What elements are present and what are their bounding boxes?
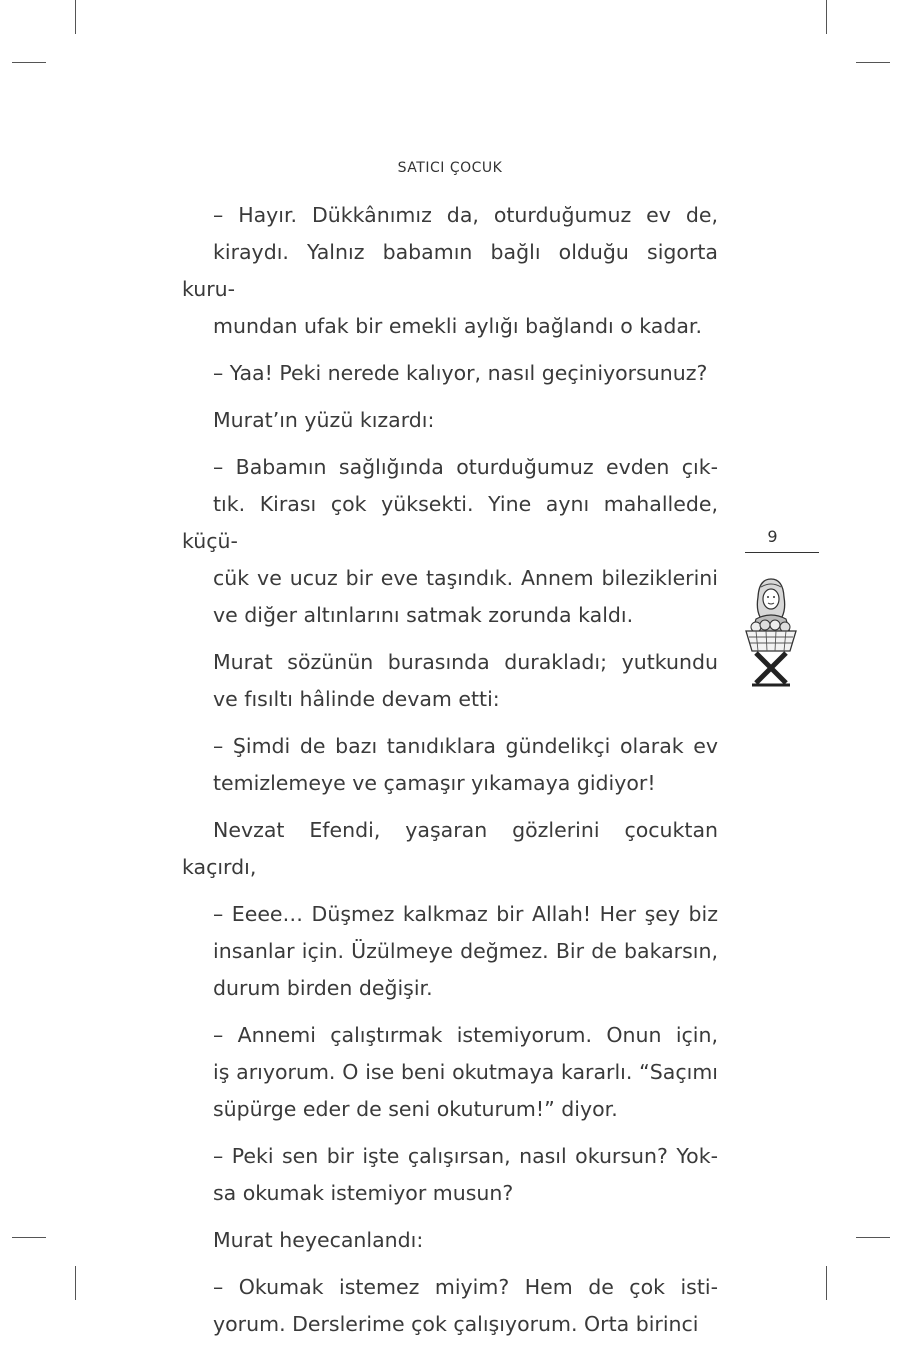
text-line: Murat sözünün burasında durakladı; yutkundu <box>213 650 718 674</box>
paragraph <box>182 1222 718 1259</box>
text-line: cük ve ucuz bir eve taşındık. Annem bileziklerini <box>213 566 718 590</box>
crop-mark-top-right-horizontal <box>856 62 890 63</box>
text-line: tık. Kirası çok yüksekti. Yine aynı mahallede, küçü- <box>182 492 718 553</box>
text-line: temizlemeye ve çamaşır yıkamaya gidiyor! <box>213 771 656 795</box>
text-line: Murat’ın yüzü kızardı: <box>213 408 435 432</box>
paragraph <box>182 896 718 1007</box>
text-line: – Annemi çalıştırmak istemiyorum. Onun için, <box>213 1023 718 1047</box>
crop-mark-bottom-left-vertical <box>75 1266 76 1300</box>
paragraph <box>182 1138 718 1212</box>
text-line: – Şimdi de bazı tanıdıklara gündelikçi olarak ev <box>213 734 718 758</box>
text-line: Nevzat Efendi, yaşaran gözlerini çocuktan kaçırdı, <box>182 818 718 879</box>
paragraph <box>182 449 718 634</box>
page-number: 9 <box>767 527 778 546</box>
text-line: Murat heyecanlandı: <box>213 1228 424 1252</box>
crop-mark-top-right-vertical <box>826 0 827 34</box>
text-line: iş arıyorum. O ise beni okutmaya kararlı. “Saçımı <box>213 1060 718 1084</box>
paragraph <box>182 1269 718 1343</box>
text-line: – Hayır. Dükkânımız da, oturduğumuz ev de, <box>213 203 718 227</box>
text-line: ve diğer altınlarını satmak zorunda kaldı. <box>213 603 634 627</box>
text-line: kiraydı. Yalnız babamın bağlı olduğu sigorta kuru- <box>182 240 718 301</box>
paragraph <box>182 355 718 392</box>
paragraph <box>182 1017 718 1128</box>
text-line: sa okumak istemiyor musun? <box>213 1181 514 1205</box>
text-line: – Peki sen bir işte çalışırsan, nasıl okursun? Yok- <box>213 1144 718 1168</box>
text-line: mundan ufak bir emekli aylığı bağlandı o kadar. <box>213 314 702 338</box>
text-line: – Yaa! Peki nerede kalıyor, nasıl geçiniyorsunuz? <box>213 361 708 385</box>
body-text <box>182 197 718 1353</box>
paragraph <box>182 402 718 439</box>
text-line: insanlar için. Üzülmeye değmez. Bir de bakarsın, <box>213 939 718 963</box>
running-head: SATICI ÇOCUK <box>397 160 503 176</box>
paragraph <box>182 728 718 802</box>
text-line: yorum. Derslerime çok çalışıyorum. Orta birinci <box>213 1312 699 1336</box>
paragraph <box>182 197 718 345</box>
page-number-rule <box>745 552 819 553</box>
text-line: süpürge eder de seni okuturum!” diyor. <box>213 1097 618 1121</box>
text-line: durum birden değişir. <box>213 976 433 1000</box>
text-line: – Okumak istemez miyim? Hem de çok isti- <box>213 1275 718 1299</box>
text-line: – Babamın sağlığında oturduğumuz evden çık- <box>213 455 718 479</box>
text-line: ve fısıltı hâlinde devam etti: <box>213 687 500 711</box>
crop-mark-top-left-horizontal <box>12 62 46 63</box>
crop-mark-top-left-vertical <box>75 0 76 34</box>
crop-mark-bottom-right-vertical <box>826 1266 827 1300</box>
text-line: – Eeee… Düşmez kalkmaz bir Allah! Her şey biz <box>213 902 718 926</box>
girl-with-basket-icon <box>742 575 800 690</box>
paragraph <box>182 644 718 718</box>
crop-mark-bottom-right-horizontal <box>856 1237 890 1238</box>
crop-mark-bottom-left-horizontal <box>12 1237 46 1238</box>
paragraph <box>182 812 718 886</box>
